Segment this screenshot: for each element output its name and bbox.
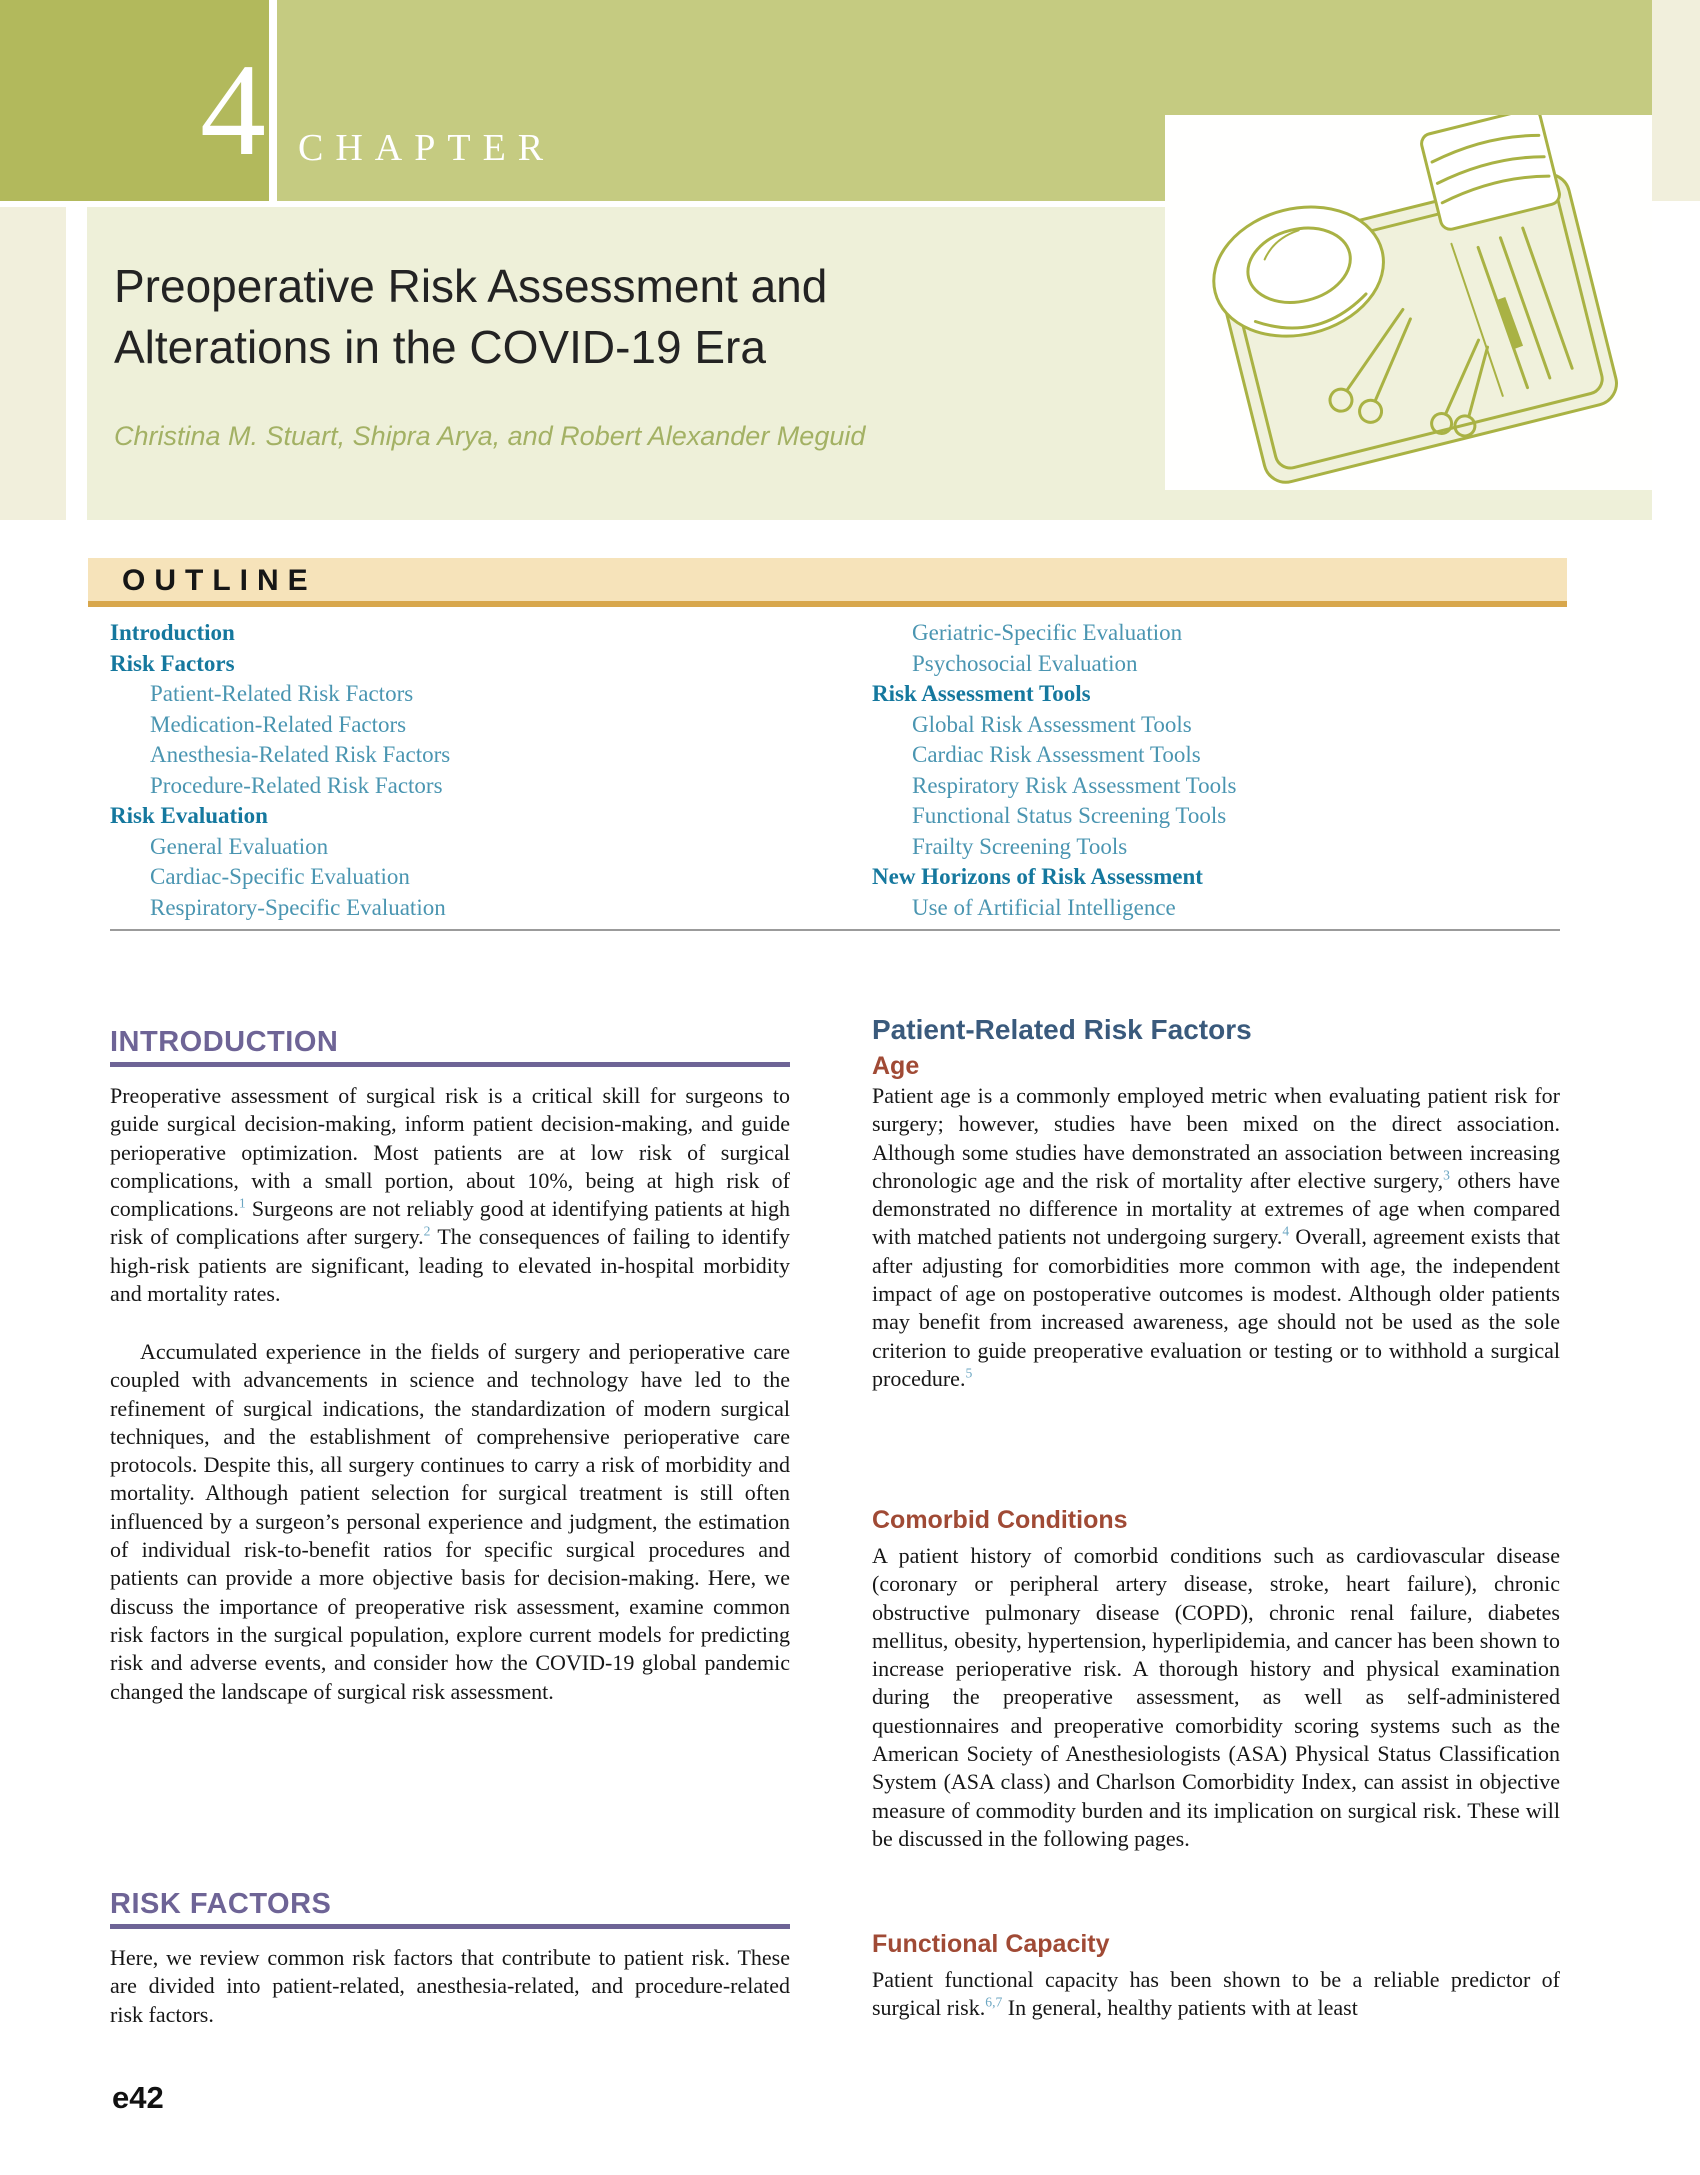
banner-divider-line <box>269 0 277 201</box>
outline-item: Psychosocial Evaluation <box>912 650 1138 676</box>
page-title-line2: Alterations in the COVID-19 Era <box>114 321 766 373</box>
outline-item: General Evaluation <box>150 833 329 859</box>
outline-item: Anesthesia-Related Risk Factors <box>150 742 451 767</box>
reference-superscript: 1 <box>238 1195 246 1211</box>
surgical-tray-illustration <box>1165 115 1652 490</box>
outline-item: Cardiac-Specific Evaluation <box>150 864 410 889</box>
age-heading: Age <box>872 1052 920 1080</box>
age-paragraph: Patient age is a commonly employed metric when evaluating patient risk for surgery; however, studies have been mixed on the direct association. Although some studies have demonstrated an association between increasing chronologic age and the risk of mortality after elective surgery,$^3$ others have demonstrated no difference in mortality at extremes of age when compared with matched patients not undergoing surgery.$^4$ Overall, agreement exists that after adjusting for comorbidities more common with age, the independent impact of age on postoperative outcomes is modest. Although older patients may benefit from increased awareness, age should not be used as the sole criterion to guide preoperative evaluation or testing or to withhold a surgical procedure.$^5$ <box>872 1083 1560 1391</box>
reference-superscript: 5 <box>965 1365 973 1381</box>
surgical-tray-icon <box>1165 115 1652 490</box>
outline-item: New Horizons of Risk Assessment <box>872 864 1203 889</box>
page-number: e42 <box>112 2080 164 2115</box>
reference-superscript: 3 <box>1443 1167 1450 1183</box>
outline-item: Frailty Screening Tools <box>912 833 1128 859</box>
risk-factors-heading: RISK FACTORS <box>110 1888 332 1920</box>
risk-factors-paragraph: Here, we review common risk factors that contribute to patient risk. These are divided into patient-related, anesthesia-related, and procedure-related risk factors. <box>110 1945 790 2027</box>
outline-heading: OUTLINE <box>122 564 317 597</box>
introduction-heading-rule <box>110 1062 790 1067</box>
functional-capacity-paragraph: Patient functional capacity has been shown to be a reliable predictor of surgical risk.$^{6,7}$ In general, healthy patients with at least <box>872 1967 1560 2021</box>
outline-item: Risk Evaluation <box>110 803 268 828</box>
comorbid-conditions-heading: Comorbid Conditions <box>872 1506 1128 1534</box>
reference-superscript: 2 <box>423 1224 431 1240</box>
introduction-heading: INTRODUCTION <box>110 1026 339 1058</box>
outline-item: Introduction <box>110 620 235 645</box>
outline-bottom-divider <box>110 929 1560 931</box>
outline-item: Use of Artificial Intelligence <box>912 894 1176 920</box>
outline-item: Procedure-Related Risk Factors <box>150 772 443 798</box>
page-title <box>114 256 1014 378</box>
left-margin-strip <box>0 207 66 520</box>
banner-corner-strip <box>1652 0 1700 201</box>
reference-superscript: 6,7 <box>985 1994 1003 2010</box>
introduction-paragraph-2: Accumulated experience in the fields of surgery and perioperative care coupled with advancements in science and technology have led to the refinement of surgical indications, the standardization of modern surgical techniques, and the establishment of comprehensive perioperative care protocols. Despite this, all surgery continues to carry a risk of morbidity and mortality. Although patient selection for surgical treatment is still often influenced by a surgeon’s personal experience and judgment, the estimation of individual risk-to-benefit ratios for specific surgical procedures and patients can provide a more objective basis for decision-making. Here, we discuss the importance of preoperative risk assessment, examine common risk factors in the surgical population, explore current models for predicting risk and adverse events, and consider how the COVID-19 global pandemic changed the landscape of surgical risk assessment. <box>110 1339 790 1704</box>
chapter-label: CHAPTER <box>298 127 556 169</box>
authors-byline: Christina M. Stuart, Shipra Arya, and Robert Alexander Meguid <box>114 421 866 451</box>
introduction-paragraph-1: Preoperative assessment of surgical risk is a critical skill for surgeons to guide surgical decision-making, inform patient decision-making, and guide perioperative optimization. Most patients are at low risk of surgical complications, with a small portion, about 10%, being at high risk of complications.$^1$ Surgeons are not reliably good at identifying patients at high risk of complications after surgery.$^2$ The consequences of failing to identify high-risk patients are significant, leading to elevated in-hospital morbidity and mortality rates. <box>110 1083 790 1307</box>
outline-item: Global Risk Assessment Tools <box>912 711 1192 737</box>
functional-capacity-heading: Functional Capacity <box>872 1930 1110 1958</box>
outline-item: Functional Status Screening Tools <box>912 803 1227 828</box>
outline-gold-rule <box>88 601 1567 607</box>
outline-column-left <box>110 618 800 923</box>
chapter-number: 4 <box>200 36 266 183</box>
patient-related-risk-factors-heading: Patient-Related Risk Factors <box>872 1014 1252 1045</box>
outline-item: Risk Factors <box>110 650 235 676</box>
outline-item: Patient-Related Risk Factors <box>150 681 414 706</box>
reference-superscript: 4 <box>1282 1224 1290 1240</box>
risk-factors-heading-rule <box>110 1924 790 1929</box>
comorbid-conditions-paragraph: A patient history of comorbid conditions such as cardiovascular disease (coronary or peripheral artery disease, stroke, heart failure), chronic obstructive pulmonary disease (COPD), chronic renal failure, diabetes mellitus, obesity, hypertension, hyperlipidemia, and cancer has been shown to increase perioperative risk. A thorough history and physical examination during the preoperative assessment, as well as self-administered questionnaires and preoperative comorbidity scoring systems such as the American Society of Anesthesiologists (ASA) Physical Status Classification System (ASA class) and Charlson Comorbidity Index, can assist in objective measure of commodity burden and its implication on surgical risk. These will be discussed in the following pages. <box>872 1543 1560 1851</box>
outline-item: Respiratory-Specific Evaluation <box>150 894 446 920</box>
outline-item: Risk Assessment Tools <box>872 681 1091 706</box>
page-title-line1: Preoperative Risk Assessment and <box>114 260 828 312</box>
outline-item: Medication-Related Factors <box>150 711 407 737</box>
outline-item: Cardiac Risk Assessment Tools <box>912 742 1201 767</box>
outline-item: Geriatric-Specific Evaluation <box>912 620 1183 645</box>
outline-item: Respiratory Risk Assessment Tools <box>912 772 1237 798</box>
outline-column-right <box>872 618 1562 923</box>
